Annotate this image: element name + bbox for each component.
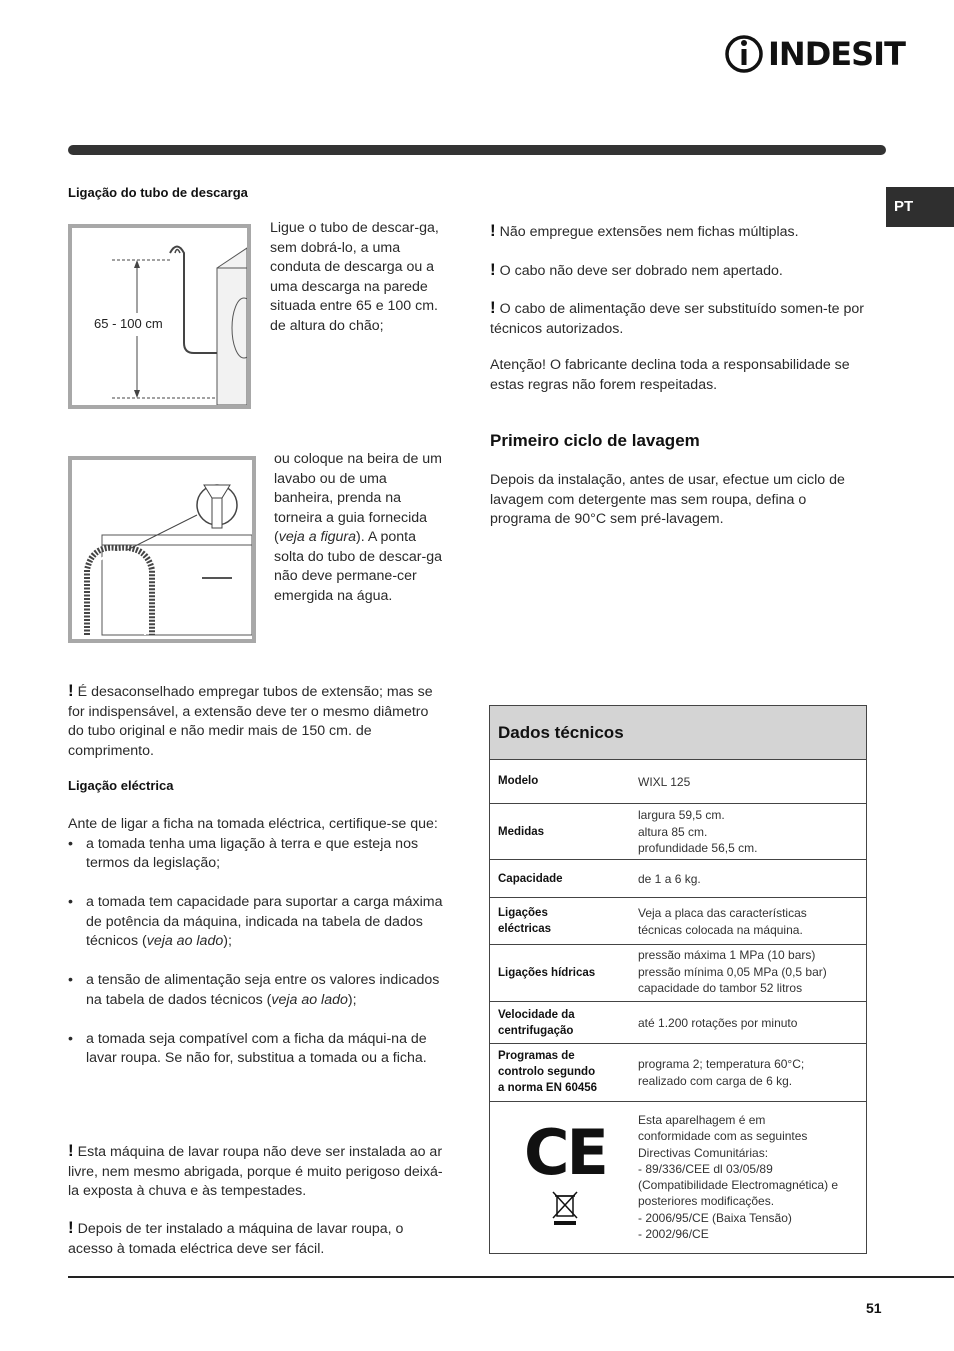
list-item: • a tensão de alimentação seja entre os valores indicados na tabela de dados técnicos (veja ao lado);	[68, 971, 444, 1010]
warning-extensions: ! Não empregue extensões nem fichas múltiplas.	[490, 221, 799, 240]
table-row: Programas de controlo segundo a norma EN 60456 programa 2; temperatura 60°C; realizado com carga de 6 kg.	[490, 1044, 866, 1102]
drain-sink-illustration	[72, 460, 252, 639]
indesit-logo	[724, 30, 905, 78]
warning-cable-bend: ! O cabo não deve ser dobrado nem apertado.	[490, 260, 783, 279]
drain-sink-text: ou coloque na beira de um lavabo ou de uma banheira, prenda na torneira a guia fornecida (veja a figura). A ponta solta do tubo de descar-ga não deve permane-cer emergida na água.	[274, 451, 443, 604]
list-item: • a tomada tem capacidade para suportar a carga máxima de potência da máquina, indicada na tabela de dados técnicos (veja ao lado);	[68, 893, 444, 952]
extension-warning: ! É desaconselhado empregar tubos de extensão; mas se for indispensável, a extensão deve ter o mesmo diâmetro do tubo original e não medir mais de 150 cm. de comprimento.	[68, 681, 433, 759]
table-row: Ligações eléctricas Veja a placa das características técnicas colocada na máquina.	[490, 898, 866, 945]
drain-figure-sink	[68, 456, 256, 643]
electrical-conditions	[68, 815, 444, 1088]
warning-cable-replace: ! O cabo de alimentação deve ser substituído somen-te por técnicos autorizados.	[490, 298, 865, 337]
drain-section-title: Ligação do tubo de descarga	[68, 185, 248, 200]
height-label: 65 - 100 cm	[94, 316, 163, 331]
outdoor-warning: ! Esta máquina de lavar roupa não deve ser instalada ao ar livre, nem mesmo abrigada, porque é muito perigoso deixá-la exposta à chuva e às tempestades.	[68, 1141, 443, 1199]
first-cycle-title: Primeiro ciclo de lavagem	[490, 431, 700, 450]
table-row: Modelo WIXL 125	[490, 760, 866, 804]
compliance-text: Esta aparelhagem é em conformidade com as seguintes Directivas Comunitárias: - 89/336/CEE dl 03/05/89 (Compatibilidade Electromagnética) e posteriores modificações. - 2006/95/CE (Baixa Tensão) - 2002/96/CE	[638, 1113, 839, 1242]
header-rule	[68, 145, 886, 155]
technical-data-table	[489, 705, 867, 1254]
page-number: 51	[866, 1300, 882, 1316]
table-row: Velocidade da centrifugação até 1.200 rotações por minuto	[490, 1002, 866, 1044]
list-item: • a tomada seja compatível com a ficha da máqui-na de lavar roupa. Se não for, substitua a tomada ou a ficha.	[68, 1030, 444, 1069]
compliance-cell	[490, 1102, 866, 1253]
ce-mark: CE	[524, 1116, 606, 1189]
attention-note: Atenção! O fabricante declina toda a responsabilidade se estas regras não forem respeitadas.	[490, 357, 850, 393]
technical-data-title: Dados técnicos	[490, 706, 866, 760]
table-row: Medidas largura 59,5 cm. altura 85 cm. profundidade 56,5 cm.	[490, 804, 866, 860]
electrical-section-title: Ligação eléctrica	[68, 778, 174, 793]
table-row: Ligações hídricas pressão máxima 1 MPa (10 bars) pressão mínima 0,05 MPa (0,5 bar) capacidade do tambor 52 litros	[490, 945, 866, 1002]
indesit-i-icon	[724, 30, 764, 76]
table-row: Capacidade de 1 a 6 kg.	[490, 860, 866, 898]
list-item: • a tomada tenha uma ligação à terra e que esteja nos termos da legislação;	[68, 835, 444, 874]
drain-wall-text: Ligue o tubo de descar-ga, sem dobrá-lo, a uma conduta de descarga ou a uma descarga na parede situada entre 65 e 100 cm. de altura do chão;	[270, 220, 439, 334]
weee-bin-icon	[550, 1190, 580, 1226]
brand-name: INDESIT	[768, 35, 905, 73]
electrical-intro: Ante de ligar a ficha na tomada eléctrica, certifique-se que:	[68, 816, 438, 832]
access-warning: ! Depois de ter instalado a máquina de lavar roupa, o acesso à tomada eléctrica deve ser fácil.	[68, 1218, 404, 1257]
drain-figure-wall	[68, 224, 251, 409]
first-cycle-text: Depois da instalação, antes de usar, efectue um ciclo de lavagem com detergente mas sem roupa, defina o programa de 90°C sem pré-lavagem.	[490, 472, 845, 527]
language-tab: PT	[886, 187, 954, 227]
footer-rule	[68, 1276, 954, 1278]
electrical-checklist	[68, 835, 444, 1069]
